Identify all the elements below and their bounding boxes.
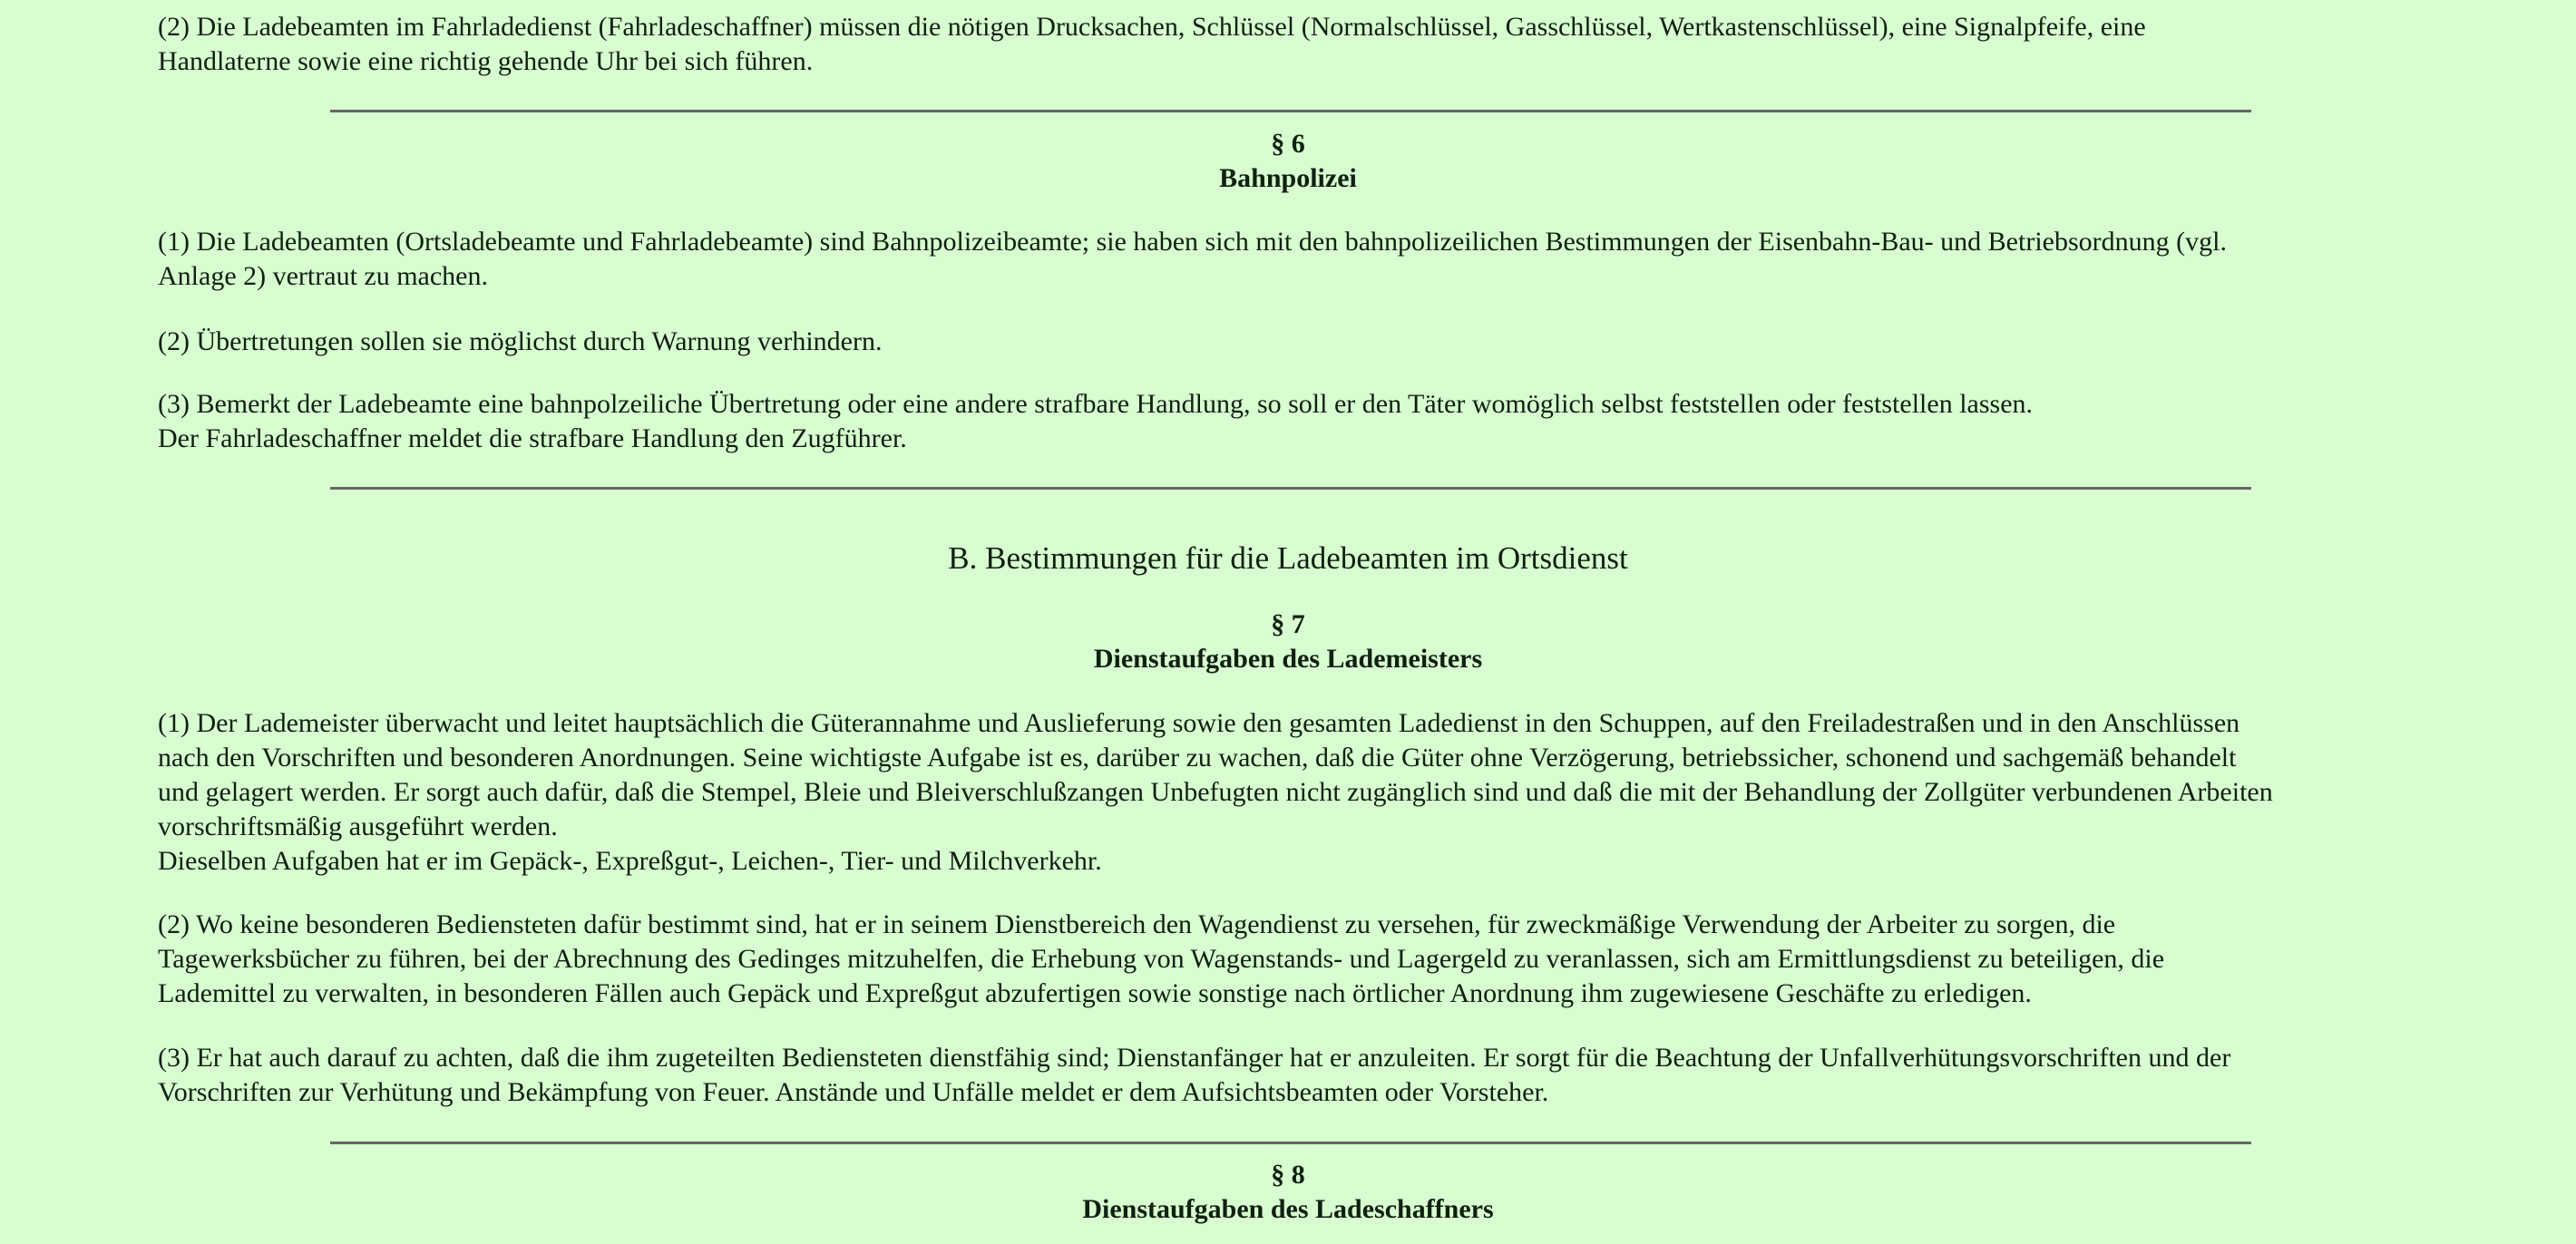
section-title-8: Dienstaufgaben des Ladeschaffners: [1082, 1194, 1494, 1224]
paragraph-6-3: [158, 387, 2425, 456]
section-title-7: Dienstaufgaben des Lademeisters: [1093, 644, 1483, 674]
paragraph-7-3: [158, 1041, 2425, 1110]
text-line: nach den Vorschriften und besonderen Anordnungen. Seine wichtigste Aufgabe ist es, darüber zu wachen, daß die Güter ohne Verzögerung, betriebssicher, schonend und sachgemäß behandelt: [158, 743, 2237, 773]
section-number-7: § 7: [1271, 609, 1305, 639]
text-line: Anlage 2) vertraut zu machen.: [158, 261, 488, 291]
text-line: (1) Der Lademeister überwacht und leitet hauptsächlich die Güterannahme und Auslieferung sowie den gesamten Ladedienst in den Schuppen, auf den Freiladestraßen und in den Anschlüssen: [158, 708, 2240, 738]
section-divider: [330, 110, 2251, 112]
text-line: Vorschriften zur Verhütung und Bekämpfung von Feuer. Anstände und Unfälle meldet er dem Aufsichtsbeamten oder Vorsteher.: [158, 1077, 1549, 1107]
text-line: (1) Die Ladebeamten (Ortsladebeamte und Fahrladebeamte) sind Bahnpolizeibeamte; sie haben sich mit den bahnpolizeilichen Bestimmungen der Eisenbahn-Bau- und Betriebsordnung (vgl.: [158, 227, 2227, 257]
text-line: (2) Die Ladebeamten im Fahrladedienst (Fahrladeschaffner) müssen die nötigen Drucksachen, Schlüssel (Normalschlüssel, Gasschlüssel, Wertkastenschlüssel), eine Signalpfeife, eine: [158, 12, 2146, 42]
paragraph-6-2: [158, 325, 2425, 359]
text-line: vorschriftsmäßig ausgeführt werden.: [158, 812, 558, 841]
text-line: (3) Bemerkt der Ladebeamte eine bahnpolzeiliche Übertretung oder eine andere strafbare Handlung, so soll er den Täter womöglich selbst feststellen oder feststellen lassen.: [158, 389, 2034, 419]
text-line: und gelagert werden. Er sorgt auch dafür, daß die Stempel, Bleie und Bleiverschlußzangen Unbefugten nicht zugänglich sind und daß die mit der Behandlung der Zollgüter verbundenen Arbeiten: [158, 777, 2273, 807]
paragraph-5-2: [158, 10, 2425, 79]
section-divider: [330, 1142, 2251, 1144]
section-divider: [330, 487, 2251, 490]
paragraph-7-2: [158, 908, 2425, 1011]
section-number-8: § 8: [1271, 1160, 1305, 1190]
text-line: Der Fahrladeschaffner meldet die strafbare Handlung den Zugführer.: [158, 423, 907, 453]
section-title-6: Bahnpolizei: [1219, 163, 1357, 193]
text-line: (2) Wo keine besonderen Bediensteten dafür bestimmt sind, hat er in seinem Dienstbereich den Wagendienst zu versehen, für zweckmäßige Verwendung der Arbeiter zu sorgen, die: [158, 909, 2116, 939]
section-number-6: § 6: [1271, 129, 1305, 159]
text-line: (2) Übertretungen sollen sie möglichst durch Warnung verhindern.: [158, 326, 883, 356]
text-line: Dieselben Aufgaben hat er im Gepäck-, Expreßgut-, Leichen-, Tier- und Milchverkehr.: [158, 846, 1102, 876]
text-line: Tagewerksbücher zu führen, bei der Abrechnung des Gedinges mitzuhelfen, die Erhebung von Wagenstands- und Lagergeld zu veranlassen, sich am Ermittlungsdienst zu beteiligen, die: [158, 944, 2165, 974]
section-b-title: B. Bestimmungen für die Ladebeamten im Ortsdienst: [948, 540, 1628, 576]
paragraph-7-1: [158, 706, 2425, 879]
text-line: Lademittel zu verwalten, in besonderen Fällen auch Gepäck und Expreßgut abzufertigen sowie sonstige nach örtlicher Anordnung ihm zugewiesene Geschäfte zu erledigen.: [158, 978, 2032, 1008]
text-line: (3) Er hat auch darauf zu achten, daß die ihm zugeteilten Bediensteten dienstfähig sind; Dienstanfänger hat er anzuleiten. Er sorgt für die Beachtung der Unfallverhütungsvorschriften und der: [158, 1043, 2231, 1073]
paragraph-6-1: [158, 225, 2425, 294]
text-line: Handlaterne sowie eine richtig gehende Uhr bei sich führen.: [158, 46, 814, 76]
